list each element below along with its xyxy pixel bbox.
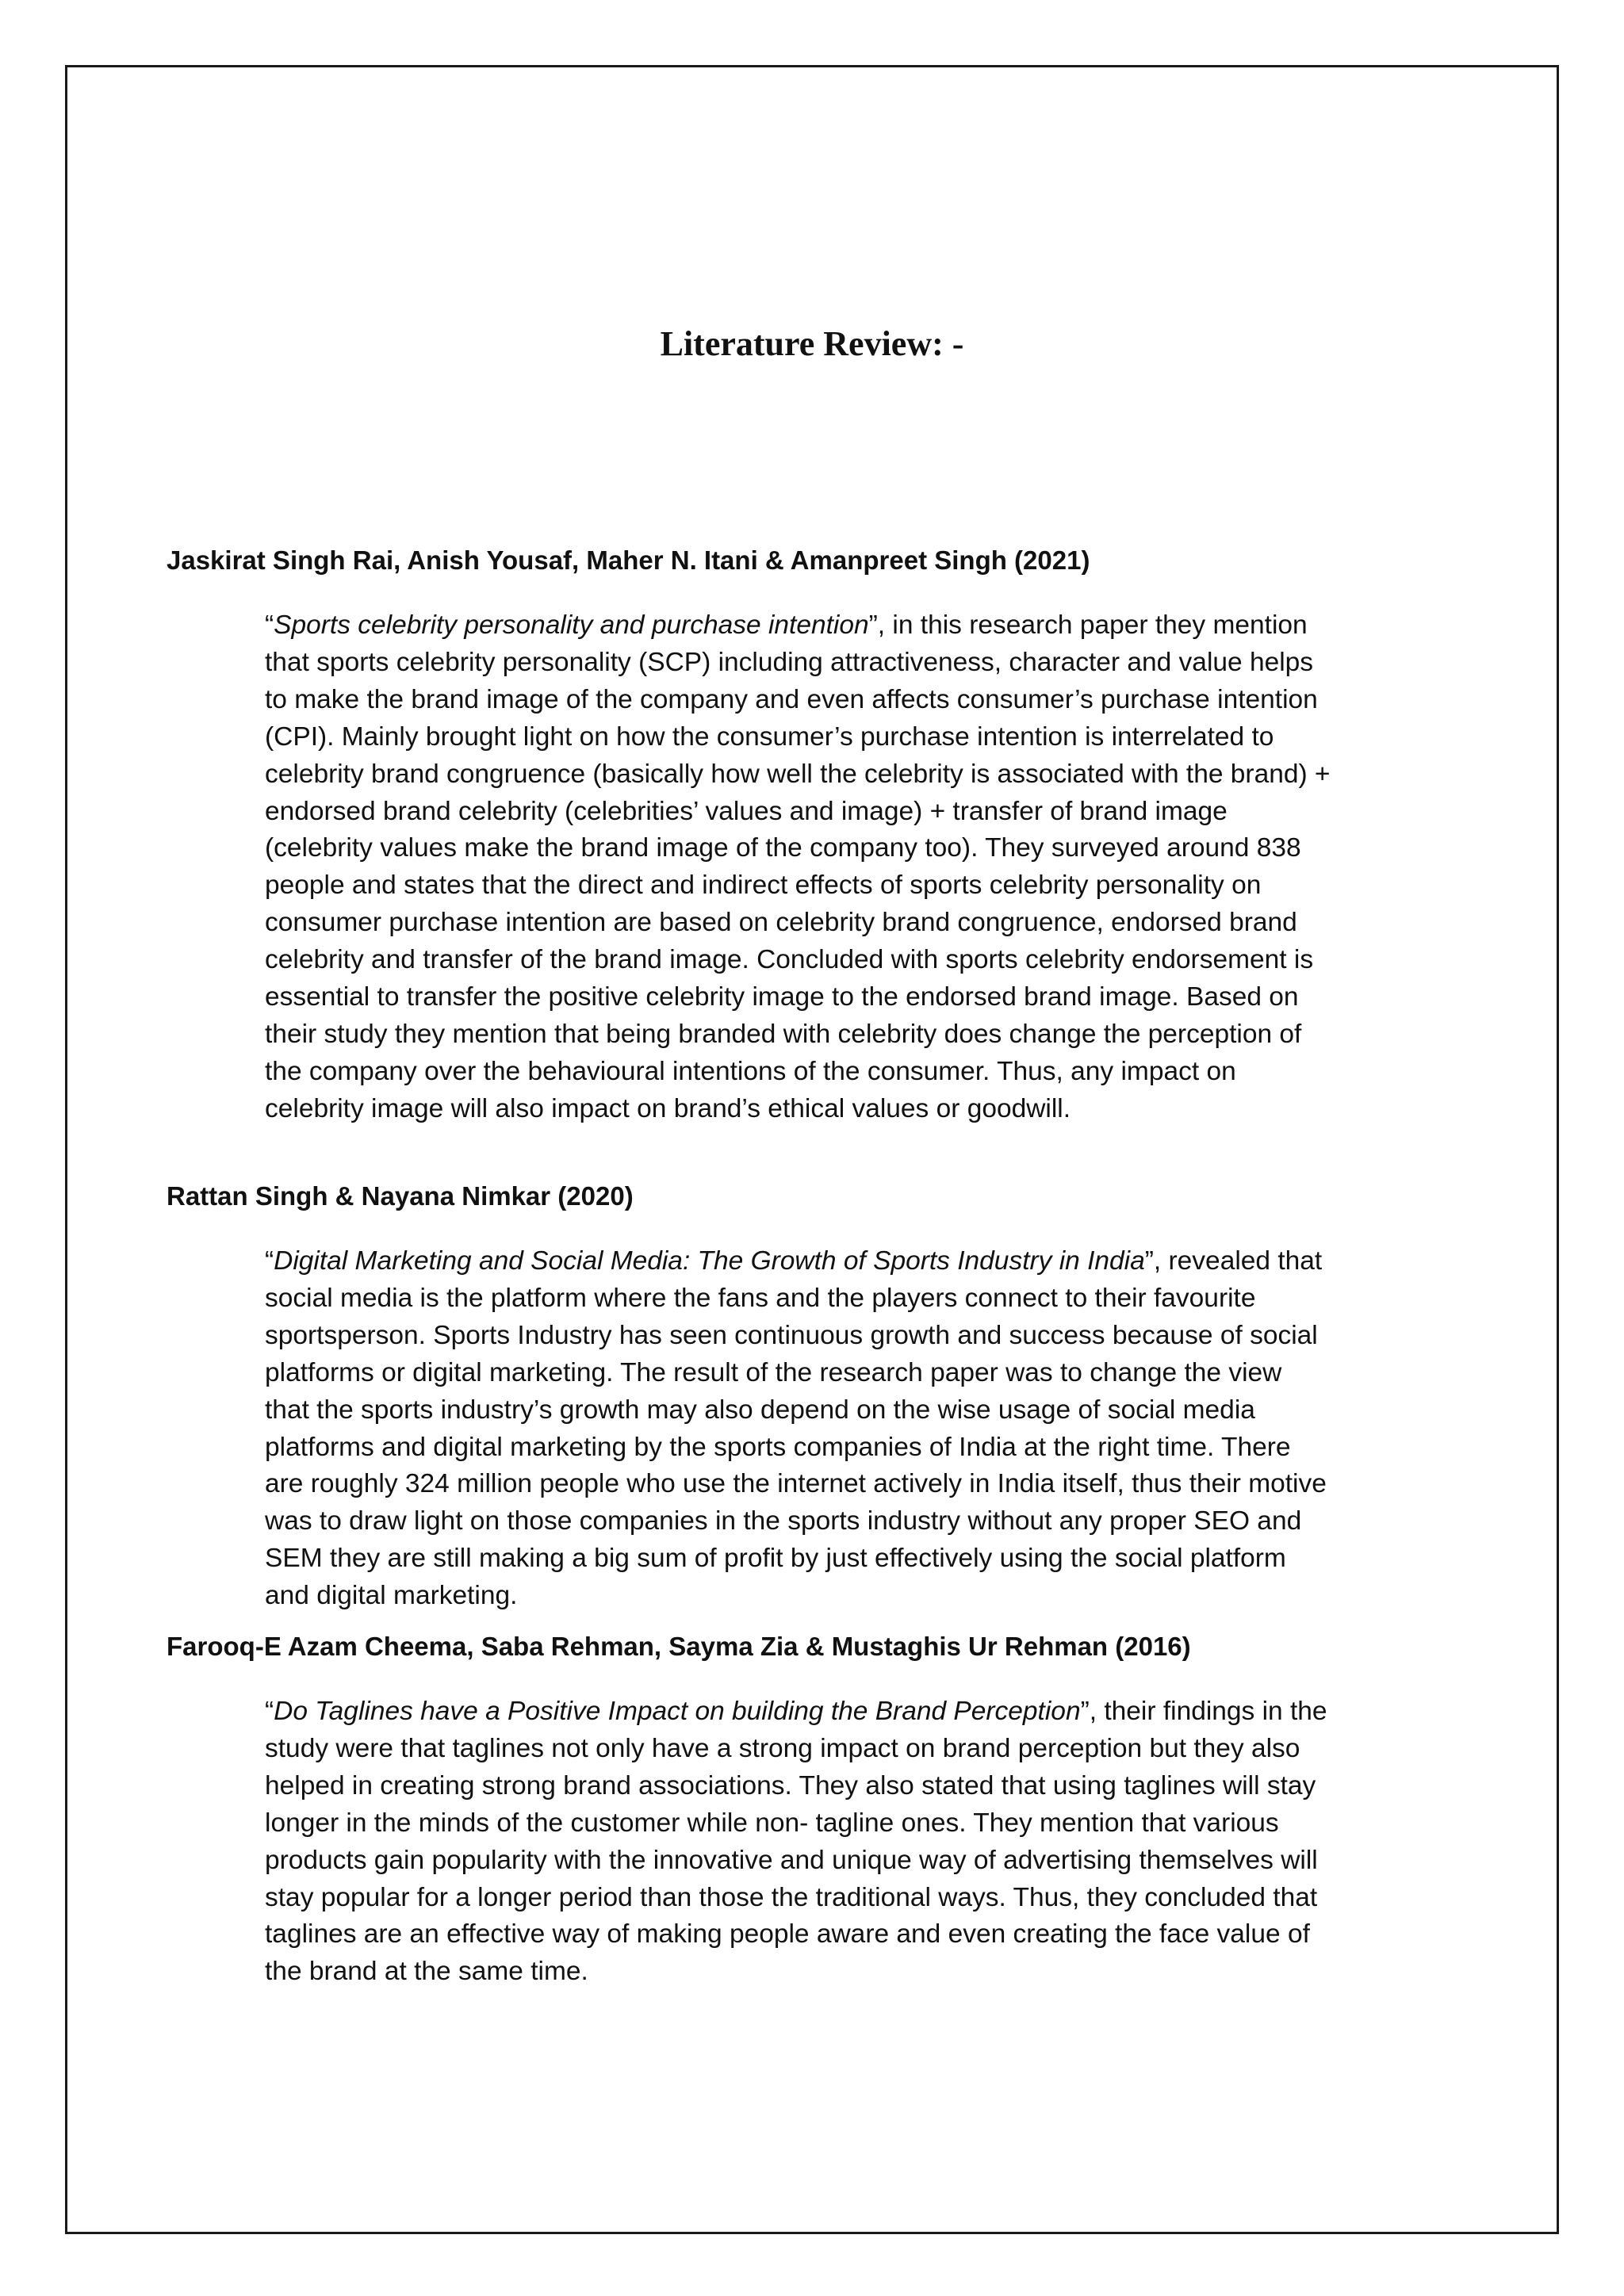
- paper-title: Digital Marketing and Social Media: The Growth of Sports Industry in India: [274, 1246, 1145, 1276]
- paragraph-line: stay popular for a longer period than those the traditional ways. Thus, they concluded that: [265, 1882, 1318, 1912]
- paragraph-line: consumer purchase intention are based on celebrity brand congruence, endorsed brand: [265, 908, 1297, 938]
- paragraph-line: SEM they are still making a big sum of profit by just effectively using the social platform: [265, 1544, 1286, 1574]
- paragraph-line: essential to transfer the positive celebrity image to the endorsed brand image. Based on: [265, 982, 1299, 1012]
- paper-title: Do Taglines have a Positive Impact on building the Brand Perception: [274, 1697, 1081, 1726]
- paragraph-line: products gain popularity with the innovative and unique way of advertising themselves will: [265, 1845, 1318, 1875]
- paragraph-line: that the sports industry’s growth may also depend on the wise usage of social media: [265, 1395, 1255, 1425]
- open-quote: “: [265, 1246, 274, 1276]
- open-quote: “: [265, 1697, 274, 1726]
- paragraph-line: celebrity image will also impact on brand’s ethical values or goodwill.: [265, 1093, 1071, 1123]
- paragraph-line: the company over the behavioural intentions of the consumer. Thus, any impact on: [265, 1056, 1236, 1086]
- open-quote: “: [265, 610, 274, 640]
- paragraph-line: the brand at the same time.: [265, 1957, 588, 1987]
- paragraph-line: sportsperson. Sports Industry has seen continuous growth and success because of social: [265, 1320, 1318, 1350]
- paragraph-line: social media is the platform where the fans and the players connect to their favourite: [265, 1283, 1256, 1313]
- section-heading: Jaskirat Singh Rai, Anish Yousaf, Maher N. Itani & Amanpreet Singh (2021): [167, 545, 1090, 575]
- paragraph-line: longer in the minds of the customer while non- tagline ones. They mention that various: [265, 1808, 1279, 1838]
- paragraph-line: platforms and digital marketing by the sports companies of India at the right time. There: [265, 1432, 1291, 1462]
- paragraph-first-line: [265, 1693, 1486, 1731]
- first-line-rest: ”, their findings in the: [1080, 1697, 1327, 1726]
- first-line-rest: ”, revealed that: [1144, 1246, 1323, 1276]
- paper-title: Sports celebrity personality and purchase intention: [274, 610, 869, 640]
- section-paragraph: [265, 1243, 1486, 1615]
- paragraph-line: taglines are an effective way of making people aware and even creating the face value of: [265, 1919, 1310, 1950]
- first-line-rest: ”, in this research paper they mention: [868, 610, 1308, 640]
- paragraph-line: celebrity and transfer of the brand image. Concluded with sports celebrity endorsement is: [265, 945, 1314, 975]
- paragraph-line: helped in creating strong brand associations. They also stated that using taglines will stay: [265, 1770, 1316, 1800]
- paragraph-line: study were that taglines not only have a strong impact on brand perception but they also: [265, 1733, 1300, 1763]
- paragraph-line: and digital marketing.: [265, 1581, 518, 1611]
- section-heading: Farooq-E Azam Cheema, Saba Rehman, Sayma Zia & Mustaghis Ur Rehman (2016): [167, 1632, 1191, 1661]
- paragraph-first-line: [265, 1243, 1486, 1280]
- paragraph-line: was to draw light on those companies in the sports industry without any proper SEO and: [265, 1506, 1302, 1536]
- paragraph-first-line: [265, 607, 1486, 645]
- paragraph-line: (CPI). Mainly brought light on how the consumer’s purchase intention is interrelated to: [265, 721, 1274, 752]
- paragraph-line: platforms or digital marketing. The result of the research paper was to change the view: [265, 1357, 1282, 1387]
- paragraph-line: celebrity brand congruence (basically how well the celebrity is associated with the brand) +: [265, 759, 1331, 789]
- paragraph-line: their study they mention that being branded with celebrity does change the perception of: [265, 1019, 1302, 1049]
- paragraph-line: that sports celebrity personality (SCP) including attractiveness, character and value helps: [265, 647, 1314, 677]
- page-title: Literature Review: -: [660, 324, 964, 363]
- section-heading: Rattan Singh & Nayana Nimkar (2020): [167, 1181, 634, 1211]
- paragraph-line: people and states that the direct and indirect effects of sports celebrity personality on: [265, 871, 1262, 901]
- paragraph-line: are roughly 324 million people who use the internet actively in India itself, thus their motive: [265, 1469, 1327, 1499]
- paragraph-line: (celebrity values make the brand image of the company too). They surveyed around 838: [265, 833, 1301, 863]
- section-paragraph: [265, 1693, 1486, 1991]
- paragraph-line: endorsed brand celebrity (celebrities’ values and image) + transfer of brand image: [265, 796, 1228, 826]
- paragraph-line: to make the brand image of the company and even affects consumer’s purchase intention: [265, 684, 1318, 714]
- section-paragraph: [265, 607, 1486, 1128]
